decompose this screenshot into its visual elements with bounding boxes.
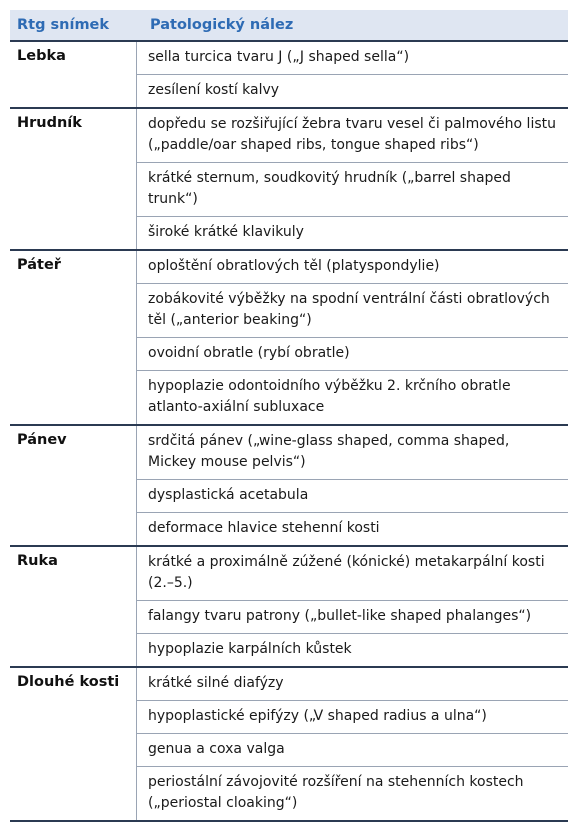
group-label: Lebka <box>17 48 66 64</box>
finding-cell: periostální závojovité rozšíření na stehenních kostech („periostal cloaking“) <box>137 766 568 820</box>
finding-cell: hypoplastické epifýzy („V shaped radius a ulna“) <box>137 700 568 733</box>
finding-cell: hypoplazie odontoidního výběžku 2. krčního obratle atlanto-axiální subluxace <box>137 370 568 424</box>
finding-cell: genua a coxa valga <box>137 733 568 766</box>
group-label: Páteř <box>17 257 61 273</box>
group-ruka <box>10 547 568 668</box>
group-findings <box>136 547 568 666</box>
group-findings <box>136 42 568 107</box>
finding-cell: krátké sternum, soudkovitý hrudník („barrel shaped trunk“) <box>137 162 568 216</box>
finding-cell: dopředu se rozšiřující žebra tvaru vesel či palmového listu („paddle/oar shaped ribs, tongue shaped ribs“) <box>148 116 556 153</box>
finding-cell: zobákovité výběžky na spodní ventrální části obratlových těl („anterior beaking“) <box>137 283 568 337</box>
header-patologicky-nalez: Patologický nález <box>150 17 294 33</box>
group-label: Hrudník <box>17 115 82 131</box>
group-label: Ruka <box>17 553 58 569</box>
finding-cell: krátké silné diafýzy <box>148 675 284 691</box>
finding-cell: oploštění obratlových těl (platyspondylie) <box>148 258 440 274</box>
finding-cell: krátké a proximálně zúžené (kónické) metakarpální kosti (2.–5.) <box>148 554 545 591</box>
group-dlouhe-kosti <box>10 668 568 822</box>
finding-cell: srdčitá pánev („wine-glass shaped, comma shaped, Mickey mouse pelvis“) <box>148 433 510 470</box>
group-label: Pánev <box>17 432 67 448</box>
group-findings <box>136 109 568 249</box>
finding-cell: hypoplazie karpálních kůstek <box>137 633 568 666</box>
header-rtg-snimek: Rtg snímek <box>17 17 110 33</box>
finding-cell: deformace hlavice stehenní kosti <box>137 512 568 545</box>
finding-cell: zesílení kostí kalvy <box>137 74 568 107</box>
findings-table <box>10 10 568 822</box>
table-header <box>10 10 568 42</box>
group-pater <box>10 251 568 426</box>
finding-cell: dysplastická acetabula <box>137 479 568 512</box>
group-findings <box>136 426 568 545</box>
group-label: Dlouhé kosti <box>17 674 120 690</box>
group-findings <box>136 668 568 820</box>
group-panev <box>10 426 568 547</box>
finding-cell: sella turcica tvaru J („J shaped sella“) <box>148 49 410 65</box>
finding-cell: falangy tvaru patrony („bullet-like shaped phalanges“) <box>137 600 568 633</box>
group-hrudnik <box>10 109 568 251</box>
finding-cell: ovoidní obratle (rybí obratle) <box>137 337 568 370</box>
finding-cell: široké krátké klavikuly <box>137 216 568 249</box>
group-lebka <box>10 42 568 109</box>
group-findings <box>136 251 568 424</box>
